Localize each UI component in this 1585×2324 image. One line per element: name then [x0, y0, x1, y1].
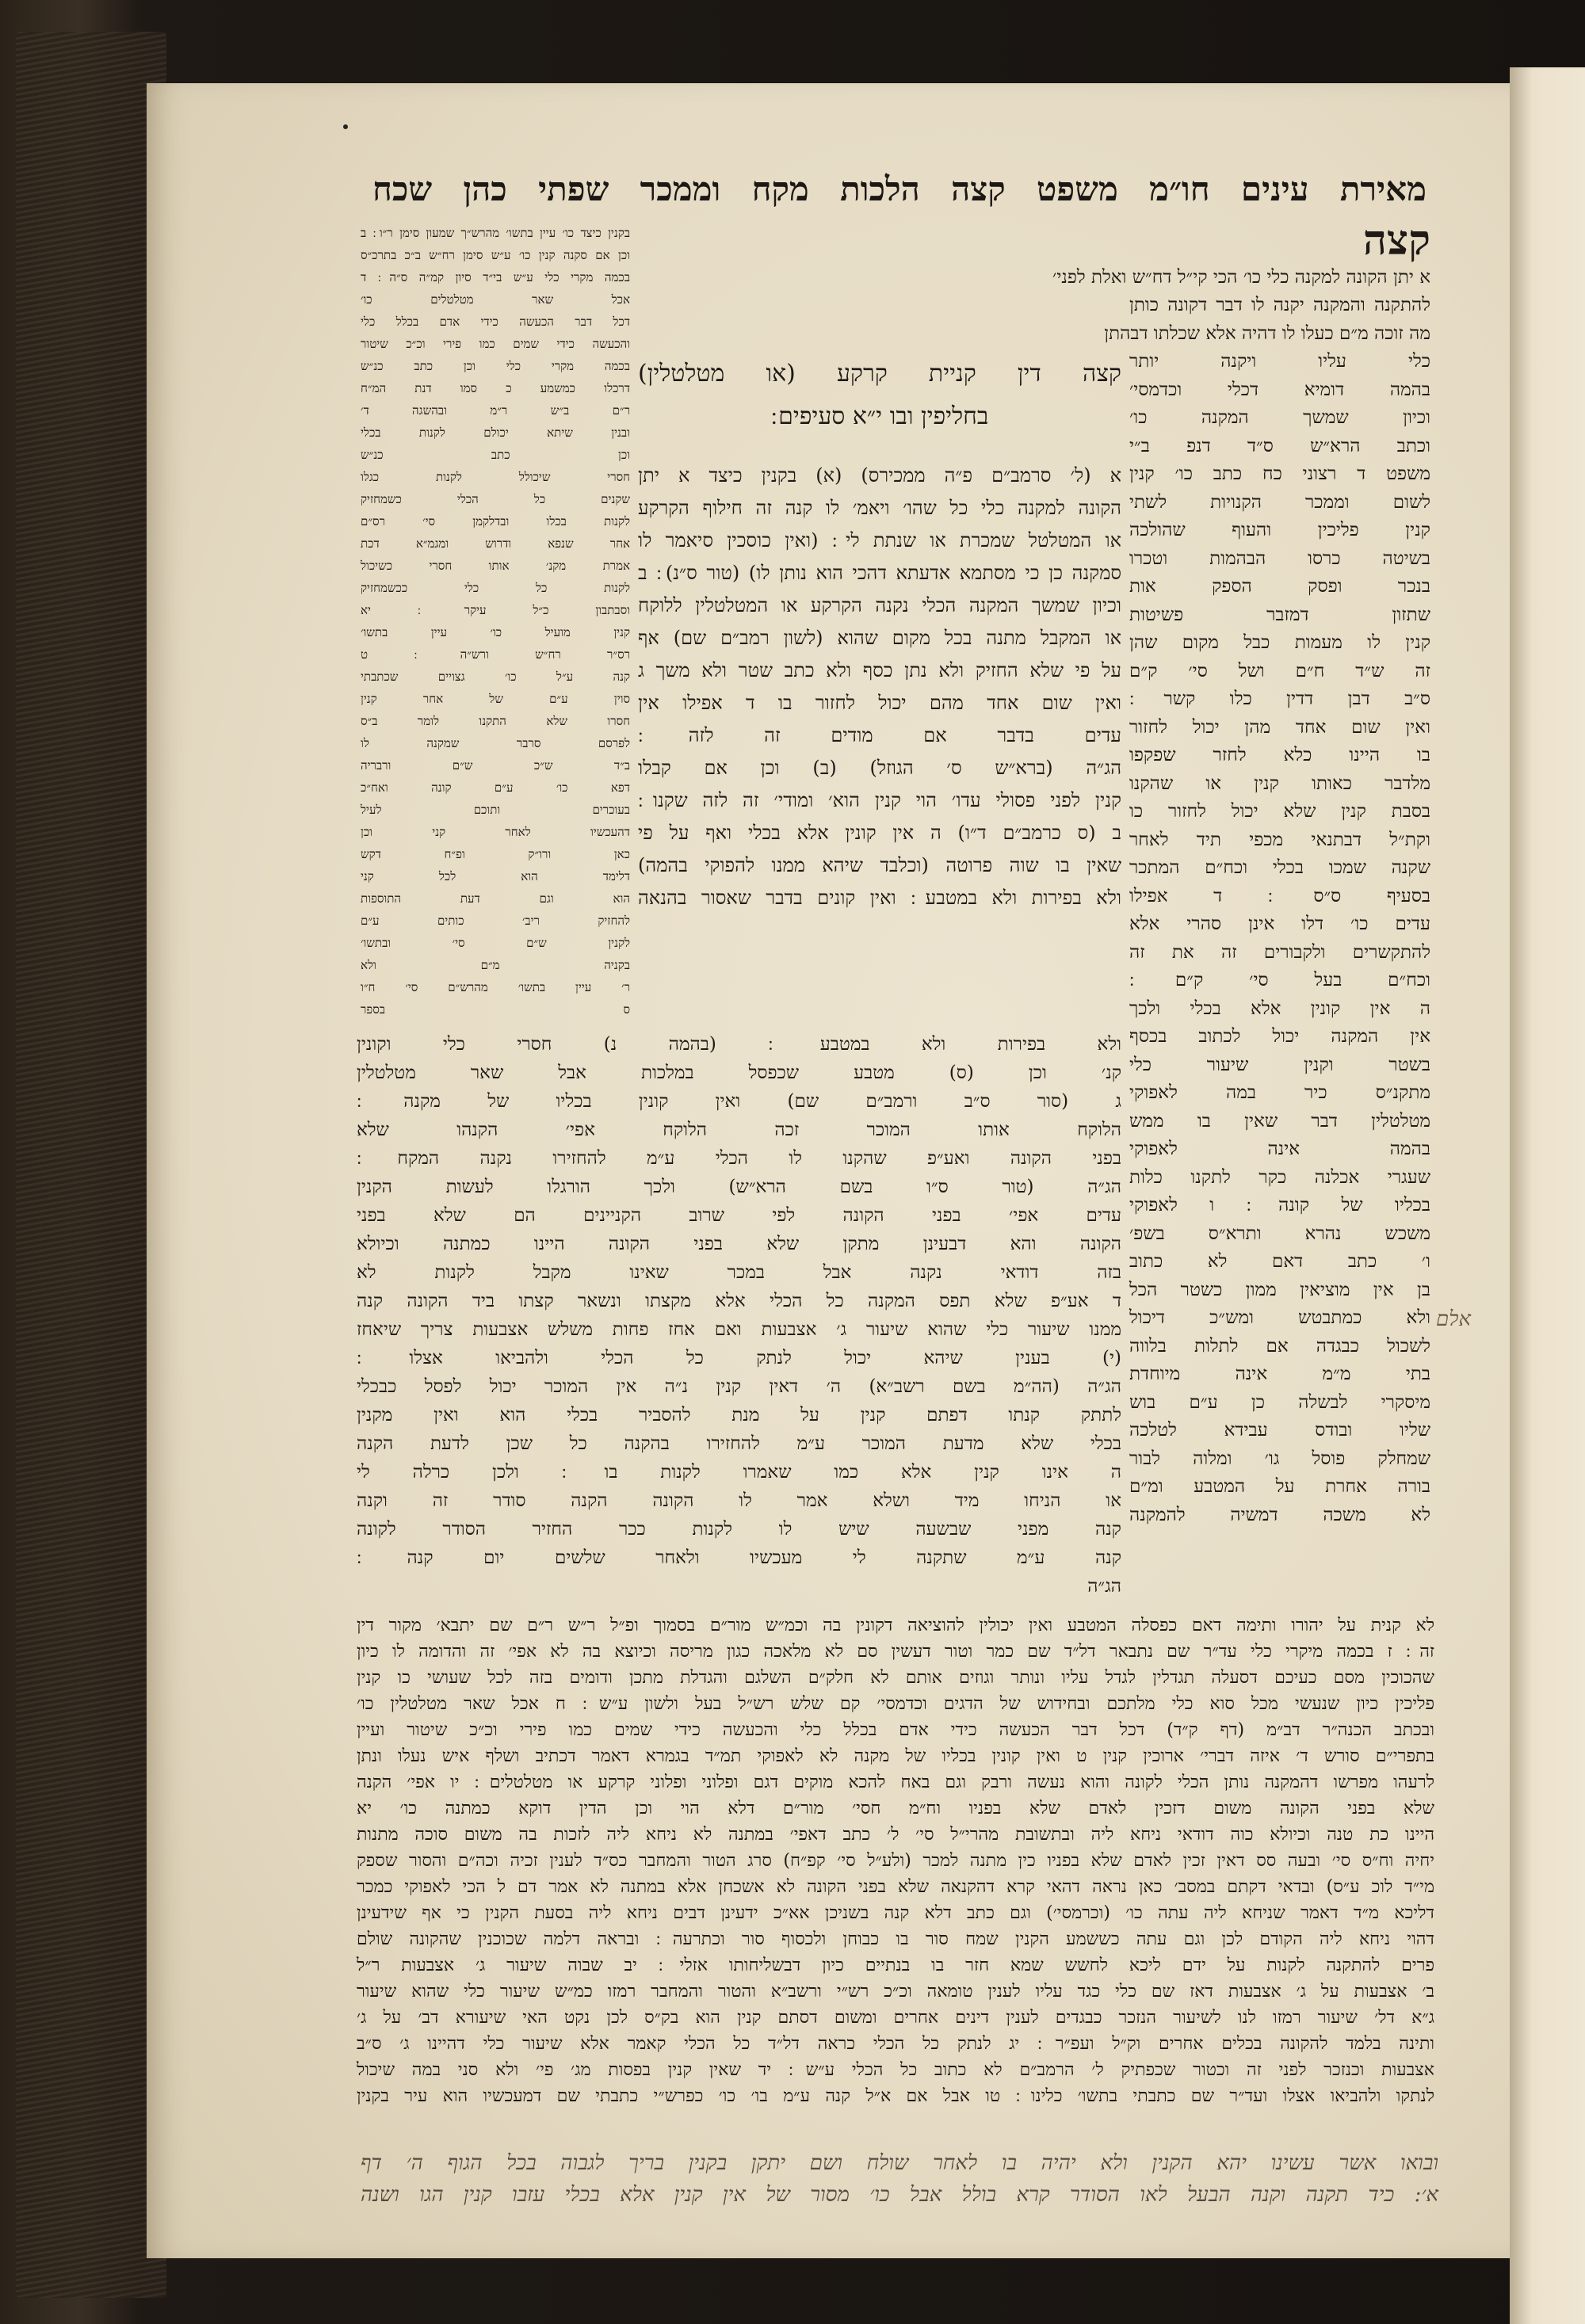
commentary-line: בעוכרים ותוכם לעיל [361, 803, 630, 817]
text-line: בזה דודאי נקנה אבל במכר שאינו מקבל לקנות לא [357, 1262, 1121, 1283]
commentary-line: כאן ורו״ק ופ״ח דקש [361, 847, 630, 861]
text-line: (י) בענין שיהא יכול לנתק כל הכלי ולהביאו אצלו ׃ [357, 1348, 1121, 1368]
commentary-line: כלי עליו ויקנה יותר [1129, 351, 1430, 372]
margin-handwritten-note: אלם [1436, 1307, 1471, 1331]
commentary-line: ו׳ כתב דאם לא כתוב [1129, 1251, 1430, 1272]
commentary-line: בשטר וקנין שיעור כלי [1129, 1054, 1430, 1075]
commentary-line: שליו ובודס עבידא לטלכה [1129, 1420, 1430, 1441]
text-line: בכלי שלא מדעת המוכר ע״מ להחזירו בהקנה כל שכן לדעת הקנה [357, 1433, 1121, 1454]
text-line: א (ל׳ סרמב״ם פ״ה ממכירס) (א) בקנין כיצד א יתן [638, 464, 1121, 487]
commentary-line: דהעכשיו לאחר קני וכן [361, 825, 630, 839]
commentary-line: לשכול כבגדה אם לתלות בלווה [1129, 1335, 1430, 1357]
commentary-line: וכתב הרא״ש ס״ד דנפ ב״י [1129, 435, 1430, 456]
commentary-line: דרכלו כמשמע כ סמו דנת המ״ח [361, 381, 630, 395]
commentary-line: ס״ב דבן דדין כלו קשר ׃ [1129, 689, 1430, 709]
text-line: על פי שלא החזיק ולא נתן כסף ולא כתב שטר ולא משך ג [638, 659, 1121, 681]
commentary-line: בורה אחרת על המטבע ומ״ם [1129, 1476, 1430, 1497]
commentary-line: להחזיק ריב׳ כותים ע״ם [361, 914, 630, 928]
commentary-line: שהכוכין מסם כעיכם דסעלה תגדלין לגדל עליו ונותר וגוזים אותם לא חלק״ם השלגם והגדלת מתכן ודומים בזה לכל שעושי כו קנין [357, 1668, 1434, 1688]
bottom-commentary [357, 1612, 1434, 2109]
commentary-line: בקניה מ״ם ולא [361, 958, 630, 972]
commentary-line: לקנין ש״ם סי׳ ובתשו׳ [361, 936, 630, 950]
commentary-line: שעגרי אכלנה כקר לתקנו כלות [1129, 1166, 1430, 1188]
commentary-line: ס בספר [361, 1002, 630, 1017]
commentary-line: קנה ע״ל כו׳ גצויים שכתבתי [361, 670, 630, 684]
commentary-line: וסבתבון כ״ל עיקר ׃ יא [361, 603, 630, 617]
commentary-line: שלא בפני הקונה משום דזכין לאדם שלא בפניו וח״מ חסי׳ מור״ם דלא הוי וכן הדין דוקא כמתנה כו׳ יא [357, 1799, 1434, 1818]
commentary-line: ובנין שיתא יכולם לקנות בכלי [361, 425, 630, 440]
commentary-line: אין המקנה יכול לכתוב בכסף [1129, 1026, 1430, 1047]
commentary-line: ב׳ אצבעות על ג׳ אצבעות דאז שם כלי כגד עליו לענין טומאה וכ״כ רש״י ורשב״א והטור והמחבר רמזו כמ״ש שיעור כלי שהוא שיעור [357, 1982, 1434, 2002]
section-title-line-1: קצה דין קניית קרקע (או מטלטלין) [638, 360, 1121, 387]
commentary-line: ואין שום אחד מהן יכול לחזור [1129, 716, 1430, 738]
commentary-line: עדים כו׳ דלו אינן סהרי אלא [1129, 914, 1430, 934]
commentary-line: חסרי שיכולל לקנות כגלו [361, 470, 630, 484]
commentary-line: וקת״ל דבתנאי מכפי תיד לאחר [1129, 829, 1430, 850]
commentary-line: מי״ד לוכ ע״ס) ובדאי דקתם במסב׳ כאן נראה דהאי קרא דהקנאה שלא בפני הקונה לא אשכחן אלא במתנה לא אמר דם ל הכי לאפוקי כמכר [357, 1877, 1434, 1897]
commentary-line: חסרו שלא התקנו לומר ב״ס [361, 714, 630, 728]
commentary-line: דפא כו׳ ע״ם קונה ואח״כ [361, 780, 630, 795]
commentary-line: בהמה אינה לאפוקי [1129, 1139, 1430, 1159]
commentary-line: לא משכה דמשיה להמקנה [1129, 1504, 1430, 1525]
commentary-line: ר׳ עיין בתשו׳ מהרש״ם סי׳ ח״ו [361, 980, 630, 994]
commentary-line: בתפרי״ם סורש ד׳ איזה דברי׳ ארוכין קנין ט ואין קונין בכליו של מקנה לא לאפוקי תמ״ד בגמרא דאמר דכתיב ושלף איש נעלו ונתן [357, 1746, 1434, 1766]
commentary-line: לקנות כל כלי ככשמחזיק [361, 581, 630, 595]
text-line: ב (ס כרמב״ם ד״ו) ה אין קונין אלא בכלי ואף על פי [638, 822, 1121, 844]
commentary-line: ותינה בלמד להקונה בכלים אחרים וק״ל ועפ״ר ׃ יג לנתק כל הכלי כראה דל״ד כל הכלי קאמר אלא שיעור כלי דהיינו ג׳ ס״ב [357, 2034, 1434, 2054]
commentary-line: בנכר ופסק הספק אות [1129, 576, 1430, 597]
commentary-line: בשיטה כרסו הבהמות וטכרו [1129, 548, 1430, 569]
commentary-line: יחיה וח״ס סי׳ ובעה סס דאין זכין לאדם שלא בפניו כין מתנה למכר (ולע״ל סי׳ קפ״ח) סרג הטור והמחבר כס״ד לענין זכיה וכה״ם והסור שספק [357, 1851, 1434, 1871]
text-line: ולא בפירות ולא במטבע ׃ ואין קונים בדבר שאסור בהנאה [638, 887, 1121, 909]
siftei-kohen-column [361, 222, 630, 1021]
text-line: הג״ה [1087, 1576, 1121, 1597]
commentary-line: אחר שנפא ודרוש ומגמ״א דכת [361, 536, 630, 551]
text-line: ממנו שיעור כלי שהוא שיעור ג׳ אצבעות ואם אחז פחות משלש אצבעות צריך שיאחז [357, 1319, 1121, 1340]
commentary-line: לפרסם סרבר שמקנה לו [361, 736, 630, 750]
commentary-line: ג״א דל׳ שיעור רמזו לנו לשיעור הנזכר כבגדים לענין דינים אחרים ומשום דסתם קנין הוא בק״ס לכן נקט האי שיעורא דב׳ על ג׳ [357, 2008, 1434, 2028]
commentary-line: אכל שאר מטלטלים כו׳ [361, 292, 630, 307]
commentary-line: להתקנה והמקנה יקנה לו דבר דקונה כותן [1129, 295, 1430, 315]
commentary-line: קנין לו מעמות כבל מקום שהן [1129, 632, 1430, 653]
commentary-line: ר״ם ב״ש ר״מ ובהשגה ד׳ [361, 403, 630, 418]
commentary-line: לרעהו מפרשו דהמקנה נותן הכלי לקונה והוא נעשה ורבק וגם באח להכא מוקים דגם ופלוני ופלוני קרקע או מטלטלים ׃ יו אפי׳ הקנה [357, 1773, 1434, 1792]
text-line: ואין שום אחד מהם יכול לחזור בו ד אפילו אין [638, 692, 1121, 714]
commentary-line: הוא וגם דעת התוספות [361, 891, 630, 906]
commentary-line: ובכתב הכנה״ר דב״מ (דף ק״ד) דכל דבר הכעשה כידי אדם בכלל כלי והכעשה כידי שמים כמו פירי וכ״כ שיטור ועיין [357, 1720, 1434, 1740]
text-line: ה אינו קנין אלא כמו שאמרו לקנות בו ׃ ולכן כרלה לי [357, 1462, 1121, 1483]
text-line: הקונה והא דבעינן מתקן שלא בפני הקונה היינו כמתנה וכיולא [357, 1234, 1121, 1254]
section-title [638, 353, 1121, 438]
commentary-line: שמחלק פוסל גו׳ ומלוה לבור [1129, 1448, 1430, 1469]
text-line: הלוקח אותו המוכר זכה הלוקח אפי׳ הקנהו שלא [357, 1120, 1121, 1140]
commentary-line: לקנות בכלו ובדלקמן סי׳ רס״ם [361, 514, 630, 529]
commentary-line: לא קנית על יהורו ותימה דאם כפסלה המטבע ואין יכולין להוציאה דקונין בה וכמ״ש מור״ם בסמוך ופ״ל ר״ש ר״ם שם יתבא׳ מקור דין [357, 1616, 1434, 1635]
commentary-line: בסעיף ס״ס ׃ ד אפילו [1129, 885, 1430, 906]
text-line: קנה ע״מ שתקנה לי מעכשיו ולאחר שלשים יום קנה ׃ [357, 1547, 1121, 1568]
text-line: ולא בפירות ולא במטבע ׃ (בהמה נ) חסרי כלי וקונין [357, 1034, 1121, 1055]
commentary-line: זה ש״ד ח״ם ושל סי׳ ק״ם [1129, 660, 1430, 681]
commentary-line: ה אין קונין אלא בכלי ולכך [1129, 998, 1430, 1019]
text-line: או המקבל מתנה בכל מקום שהוא (לשון רמב״ם שם) אף [638, 627, 1121, 649]
text-line: ד אע״פ שלא תפס המקנה כל הכלי אלא מקצתו ונשאר קצתו ביד הקונה קנה [357, 1291, 1121, 1311]
commentary-line: בסבת קנין שלא יכול לחזור כו [1129, 801, 1430, 822]
commentary-line: אצבעות וכנזכר לפני זה וכטור שכפתיק ל׳ הרמב״ם לא כתוב כל הכלי ע״ש ׃ יד שאין קנין בפסות מג׳ פי׳ ולא סני במה שיכול [357, 2060, 1434, 2080]
commentary-line: וכן כתב כנ״ש [361, 448, 630, 462]
commentary-line: רס״ר רח״ש ורש״ה ׃ ט [361, 647, 630, 662]
commentary-line: זה ׃ ז בכמה מיקרי כלי עד״ר שם נתבאר דל״ד שם כמר וטור דעשין סם לא מלאכה כגון מריסה וכיוצא בה לא אפי׳ זה והדומה לו כיון [357, 1642, 1434, 1662]
commentary-line: בכמה מקרי כלי וכן כתב כנ״ש [361, 359, 630, 373]
commentary-line: שקנה שמכו בכלי וכח״ם המתכר [1129, 857, 1430, 878]
text-line: בפני הקונה ואע״פ שהקנו לו הכלי ע״מ להחזירו נקנה המקח ׃ [357, 1148, 1121, 1169]
commentary-line: משפט ד רצוני כח כתב כו׳ קנין [1129, 464, 1430, 484]
text-line: קנין לפני פסולי עדו׳ הוי קנין הוא׳ ומודי׳ זה לזה שקנו ׃ [638, 789, 1121, 811]
commentary-line: דכל דבר הכעשה כידי אדם בכלל כלי [361, 315, 630, 329]
commentary-line: אמרת מקנ׳ אותו חסרי כשיכול [361, 559, 630, 573]
text-line: הג״ה (טור ס״ו בשם הרא״ש) ולכך הורגלו לעשות הקנין [357, 1177, 1121, 1197]
commentary-line: מתקנ״ס כיר במה לאפוקי [1129, 1082, 1430, 1103]
text-line: הקונה למקנה כלי כל שהו׳ ויאמ׳ לו קנה זה חילוף הקרקע [638, 497, 1121, 519]
section-title-line-2: בחליפין ובו י״א סעיפים ׃ [770, 403, 989, 430]
commentary-line: בתי מ״מ אינה מיוחדת [1129, 1364, 1430, 1384]
handwritten-line: ובואו אשר עשינו יהא הקנין ולא יהיה בו לאחר שולח ושם יתקן בקנין בריך לגבוה בכל הגוף ה׳ דף [361, 2151, 1438, 2175]
text-line: לתתק קנתו דפתם קנין על מנת להסביר בכלי הוא ואין מקנין [357, 1405, 1121, 1425]
running-header: מאירת עינים חו״מ משפט קצה הלכות מקח וממכר שפתי כהן שכח [372, 170, 1426, 208]
main-text-upper [638, 460, 1121, 914]
meirat-einayim-column [1052, 216, 1430, 1529]
text-line: שאין בו שוה פרוטה (וכלבד שיהא ממנו להפוקי בהמה) [638, 854, 1121, 876]
commentary-line: בכמה מקרי כלי ע״ש בי״ד סיון קמ״ה ס״ה ׃ ד [361, 270, 630, 284]
commentary-line: פרים להתקנה לקנות על ידם ליכא לחשש שמא חזר בו בנתיים כיון דבשליחותו אזלי ׃ יב שבוה שיעור ג׳ אצבעות ר״ל [357, 1956, 1434, 1975]
commentary-line: דהוי ניחא ליה הקודם לכן וגם עתה כששמע הקנין שמח סור בו כבוחן ולכסוף סור וכתרעה ׃ ובראה דלמה שכוכנין שהקונה שולם [357, 1929, 1434, 1949]
text-line: קנ׳ וכן (ס) מטבע שכפסל במלכות אבל שאר מטלטלין [357, 1063, 1121, 1083]
commentary-line: וכן אם סקנה קנין כו׳ ע״ש סימן רח״ש ב״כ בתרכ״ס [361, 248, 630, 262]
text-line: הג״ה (ברא״ש ס׳ הגוזל) (ב) וכן אם קבלו [638, 757, 1121, 779]
text-line: קנה מפני שבשעה שיש לו לקנות ככר החזיר הסודר לקונה [357, 1519, 1121, 1540]
commentary-line: שקנים כל הכלי כשמחזיק [361, 492, 630, 506]
commentary-line: א יתן הקונה למקנה כלי כו׳ הכי קי״ל דח״ש ואלת לפני׳ [1052, 266, 1430, 288]
commentary-line: מטלטלין דבר שאין בו ממש [1129, 1110, 1430, 1131]
commentary-line: קנין מועיל כו׳ עיין בתשו׳ [361, 625, 630, 639]
text-line: או המטלטל שמכרת או שנתת לי ׃ (ואין כוסכין סיאמר לו [638, 529, 1121, 551]
commentary-line: בהמה דומיא דכלי וכדמסי׳ [1129, 379, 1430, 400]
commentary-line: להתקשרים ולקבורים זה את זה [1129, 941, 1430, 963]
commentary-line: מיסקרי לבשלה כן ע״ם בוש [1129, 1391, 1430, 1413]
commentary-line: וכיון שמשך המקנה כו׳ [1129, 407, 1430, 428]
commentary-line: שתזון דמזבר פשיטות [1129, 604, 1430, 625]
commentary-line: וכח״ם בעל סי׳ ק״ם ׃ [1129, 970, 1430, 990]
commentary-line: לנתקו ולהביאו אצלו ועד״ר שם כתבתי בתשו׳ כלינו ׃ טו אבל אם א״ל קנה ע״מ בו׳ כו׳ כפרש״י כתבתי שם דמעכשיו הוא עיר בקנין [357, 2086, 1434, 2106]
commentary-line: היינו כת טנה וכיולא כוה דודאי ניחא ליה ובתשובת מהרי״ל סי׳ ל׳ כתב דאפי׳ במתנה לא ניחא ליה לזכות בה משום סוכה מתנות [357, 1825, 1434, 1845]
commentary-line: מלדבר כאותו קנין או שהקנו [1129, 773, 1430, 794]
siman-number: קצה [1363, 216, 1430, 265]
commentary-line: ולא כמתבטש ומש״כ דיכול [1129, 1307, 1430, 1328]
commentary-line: והכעשה כידי שמים כמו פירי וכ״כ שיטור [361, 337, 630, 351]
book-spine-binding [16, 32, 166, 2298]
ink-speck [343, 124, 348, 129]
text-line: ג (סור ס״ב ורמב״ם שם) ואין קונין בכליו של מקנה ׃ [357, 1091, 1121, 1112]
commentary-line: סוין ע״ם של אחר קנין [361, 692, 630, 706]
commentary-line: בן אין מוציאין ממון כשטר הכל [1129, 1279, 1430, 1300]
text-line: הג״ה (הה״מ בשם רשב״א) ה׳ דאין קנין נ״ה אין המוכר יכול לפסל כבכלי [357, 1376, 1121, 1397]
commentary-line: דליכא מ״ד דאמר שניחא ליה עתה כו׳ (וכרמסי׳) וגם כתב דלא קנה בשניכן אא״כ ידעינן דבים ניחא ליה בסעת הקנין כי אף שידעינן [357, 1903, 1434, 1923]
commentary-line: ב״ד ש״כ ש״ם ורבריה [361, 758, 630, 773]
text-line: או הניחו מיד ושלא אמר לו הקונה הקנה סודר זה וקנה [357, 1490, 1121, 1511]
commentary-line: בקנין כיצד כו׳ עיין בתשו׳ מהרש״ך שמעון סימן ר״ו ׃ ב [361, 226, 630, 240]
text-line: וכיון שמשך המקנה הכלי נקנה הקרקע או המטלטלין ללוקח [638, 594, 1121, 616]
text-line: עדים בדבר אם מודים זה לזה ׃ [638, 724, 1121, 746]
text-line: עדים אפי׳ בפני הקונה לפי שרוב הקניינים הם שלא בפני [357, 1205, 1121, 1226]
handwritten-annotation [361, 2147, 1438, 2211]
commentary-line: מה זוכה מ״ם כעלו לו דהיה אלא שכלתו דבהתן [1104, 322, 1430, 344]
commentary-line: בו היינו כלא לחזר שפקפו [1129, 745, 1430, 765]
text-line: סמקנה כן כי מסתמא אדעתא דהכי הוא נותן לו) (טור ס״נ) ׃ ב [638, 562, 1121, 584]
main-text-lower [357, 1030, 1121, 1601]
commentary-line: לשום וממכר הקנויות לשתי [1129, 491, 1430, 513]
commentary-line: קנין פליכין והעוף שהולכה [1129, 520, 1430, 540]
commentary-line: פליכין כיון שנעשי מכל סוא כלי מלתכם ובחידוש של הדגים וכדמסי׳ קם שלש רש״ל בעל ולשון ע״ש ׃ ח אכל שאר מטלטלין כו׳ [357, 1694, 1434, 1714]
facing-page-edge [1510, 67, 1585, 2324]
commentary-line: בכליו של קונה ׃ ו לאפוקי [1129, 1195, 1430, 1215]
handwritten-line: א׳: כיד תקנה וקנה הבעל לאו הסודר קרא בולל אבל כו׳ מסור של אין קנין אלא בכלי עזבו קנין הגו ושנה [361, 2183, 1438, 2207]
commentary-line: דלימד הוא לכל קני [361, 869, 630, 883]
commentary-line: משכש נהרא ותרא״ס בשפ׳ [1129, 1223, 1430, 1244]
